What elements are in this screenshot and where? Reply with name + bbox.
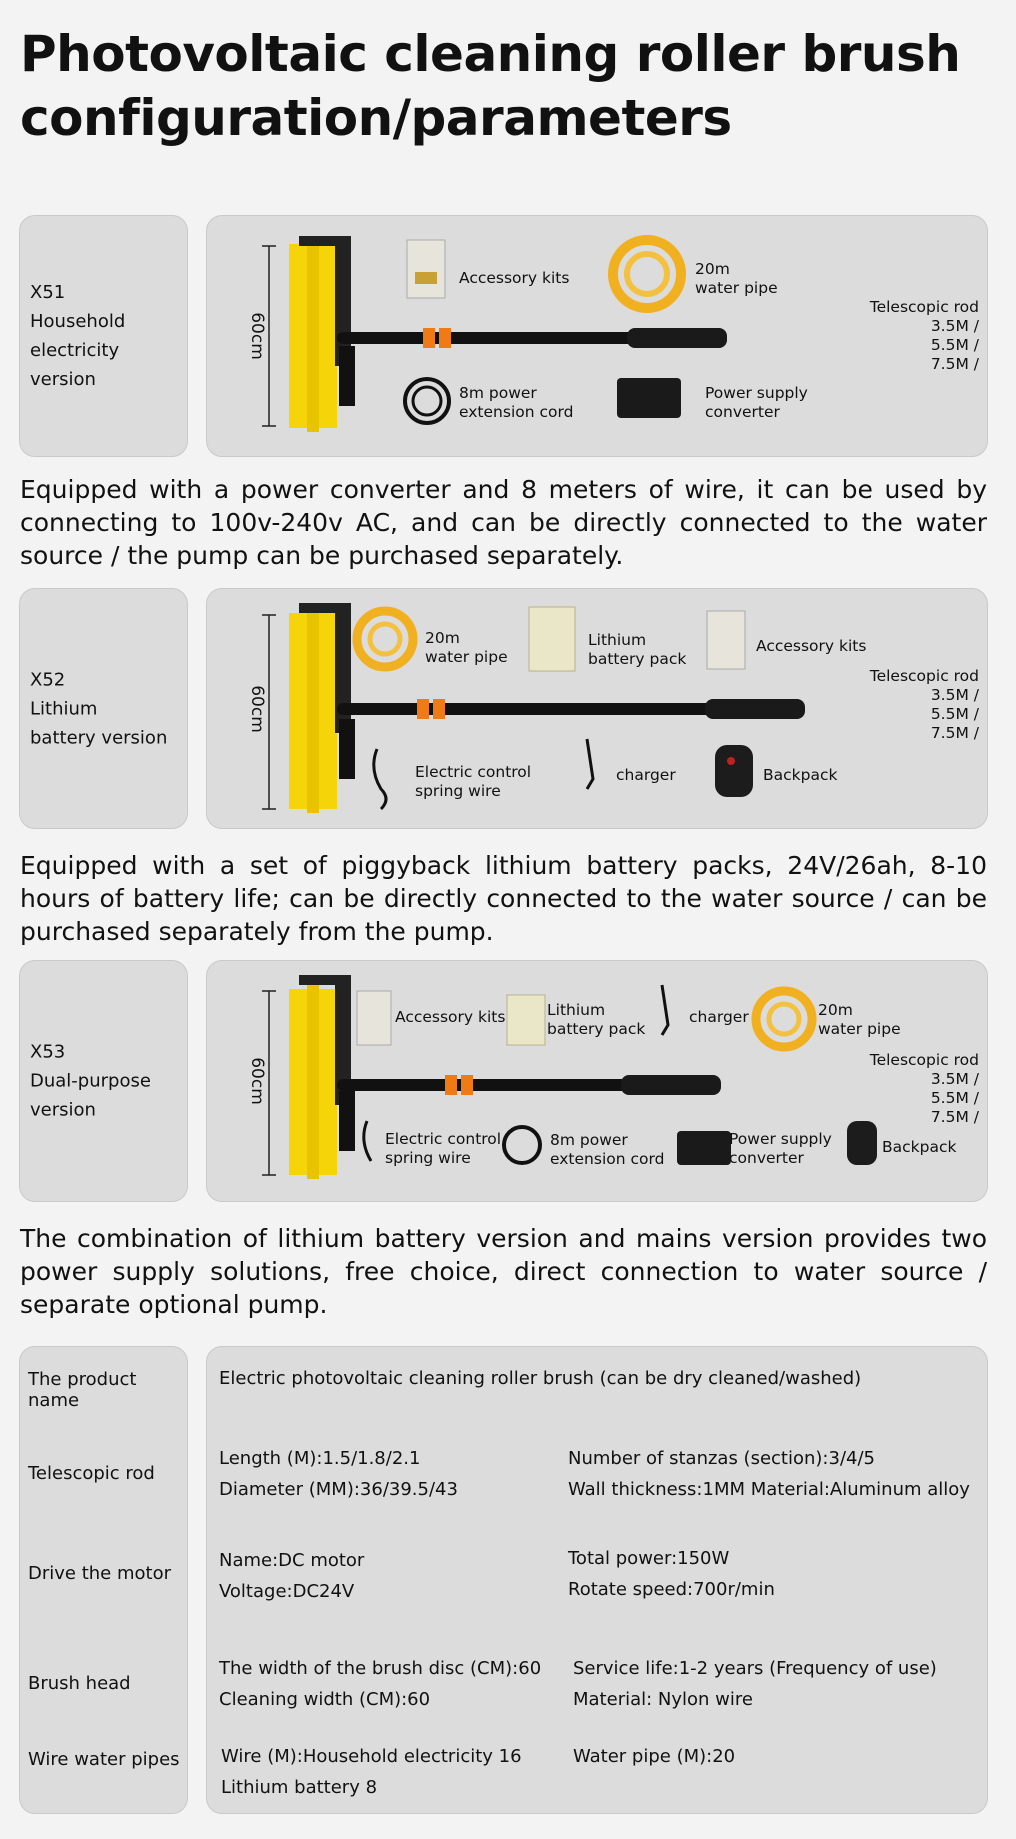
dimension-label: 60cm <box>246 1057 267 1105</box>
model-label-x52: X52 Lithium battery version <box>30 669 168 748</box>
model-label-x53: X53 Dual-purpose version <box>30 1041 151 1121</box>
page-title: Photovoltaic cleaning roller brush configuration/parameters <box>20 25 961 147</box>
spec-rod-right: Number of stanzas (section):3/4/5 Wall thickness:1MM Material:Aluminum alloy <box>568 1448 970 1500</box>
caption-battery-pack: Lithium battery pack <box>547 1001 646 1038</box>
caption-power-converter: Power supply converter <box>705 384 808 421</box>
caption-battery-pack: Lithium battery pack <box>588 631 687 668</box>
spec-motor-right: Total power:150W Rotate speed:700r/min <box>568 1548 775 1600</box>
model-label-box-x51 <box>19 215 188 457</box>
spec-rod-left: Length (M):1.5/1.8/2.1 Diameter (MM):36/39.5/43 <box>219 1448 458 1500</box>
caption-spring-wire: Electric control spring wire <box>385 1130 502 1167</box>
product-image-x51 <box>206 215 988 457</box>
caption-accessory-kits: Accessory kits <box>756 637 867 655</box>
product-image-x52 <box>206 588 988 829</box>
spec-label-product-name: The product name <box>28 1369 137 1411</box>
spec-label-wire-water-pipes: Wire water pipes <box>28 1749 180 1770</box>
spec-label-brush-head: Brush head <box>28 1673 131 1694</box>
caption-water-pipe: 20m water pipe <box>818 1001 901 1038</box>
spec-product-name: Electric photovoltaic cleaning roller brush (can be dry cleaned/washed) <box>219 1368 862 1389</box>
caption-telescopic-rod: Telescopic rod 3.5M / 5.5M / 7.5M / <box>869 667 979 742</box>
model-label-x51: X51 Household electricity version <box>30 282 126 390</box>
caption-water-pipe: 20m water pipe <box>695 260 778 297</box>
spec-brush-right: Service life:1-2 years (Frequency of use) Material: Nylon wire <box>573 1658 937 1710</box>
caption-water-pipe: 20m water pipe <box>425 629 508 666</box>
caption-telescopic-rod: Telescopic rod 3.5M / 5.5M / 7.5M / <box>869 298 979 373</box>
model-label-box-x52 <box>19 588 188 829</box>
spec-motor-left: Name:DC motor Voltage:DC24V <box>219 1550 365 1602</box>
dimension-label: 60cm <box>246 312 267 360</box>
caption-power-cord: 8m power extension cord <box>550 1131 665 1168</box>
section-description-x53: The combination of lithium battery version and mains version provides two power supply solutions, free choice, direct connection to water source / separate optional pump. <box>20 1224 987 1319</box>
dimension-label: 60cm <box>246 685 267 733</box>
caption-accessory-kits: Accessory kits <box>395 1008 506 1026</box>
caption-power-cord: 8m power extension cord <box>459 384 574 421</box>
caption-charger: charger <box>616 766 676 784</box>
caption-charger: charger <box>689 1008 749 1026</box>
caption-backpack: Backpack <box>882 1138 957 1156</box>
caption-spring-wire: Electric control spring wire <box>415 763 532 800</box>
spec-label-telescopic-rod: Telescopic rod <box>28 1463 155 1484</box>
spec-labels-box <box>19 1346 188 1814</box>
spec-wire-right: Water pipe (M):20 <box>573 1746 736 1767</box>
caption-telescopic-rod: Telescopic rod 3.5M / 5.5M / 7.5M / <box>869 1051 979 1126</box>
caption-accessory-kits: Accessory kits <box>459 269 570 287</box>
spec-brush-left: The width of the brush disc (CM):60 Cleaning width (CM):60 <box>219 1658 542 1710</box>
product-image-x53 <box>206 960 988 1202</box>
caption-backpack: Backpack <box>763 766 838 784</box>
section-description-x51: Equipped with a power converter and 8 meters of wire, it can be used by connecting to 100v-240v AC, and can be directly connected to the water source / the pump can be purchased separately. <box>20 475 987 570</box>
spec-label-motor: Drive the motor <box>28 1563 171 1584</box>
spec-wire-left: Wire (M):Household electricity 16 Lithium battery 8 <box>221 1746 522 1798</box>
section-description-x52: Equipped with a set of piggyback lithium battery packs, 24V/26ah, 8-10 hours of battery life; can be directly connected to the water source / can be purchased separately from the pump. <box>20 851 987 946</box>
caption-power-converter: Power supply converter <box>729 1130 832 1167</box>
spec-values-box <box>206 1346 988 1814</box>
model-label-box-x53 <box>19 960 188 1202</box>
